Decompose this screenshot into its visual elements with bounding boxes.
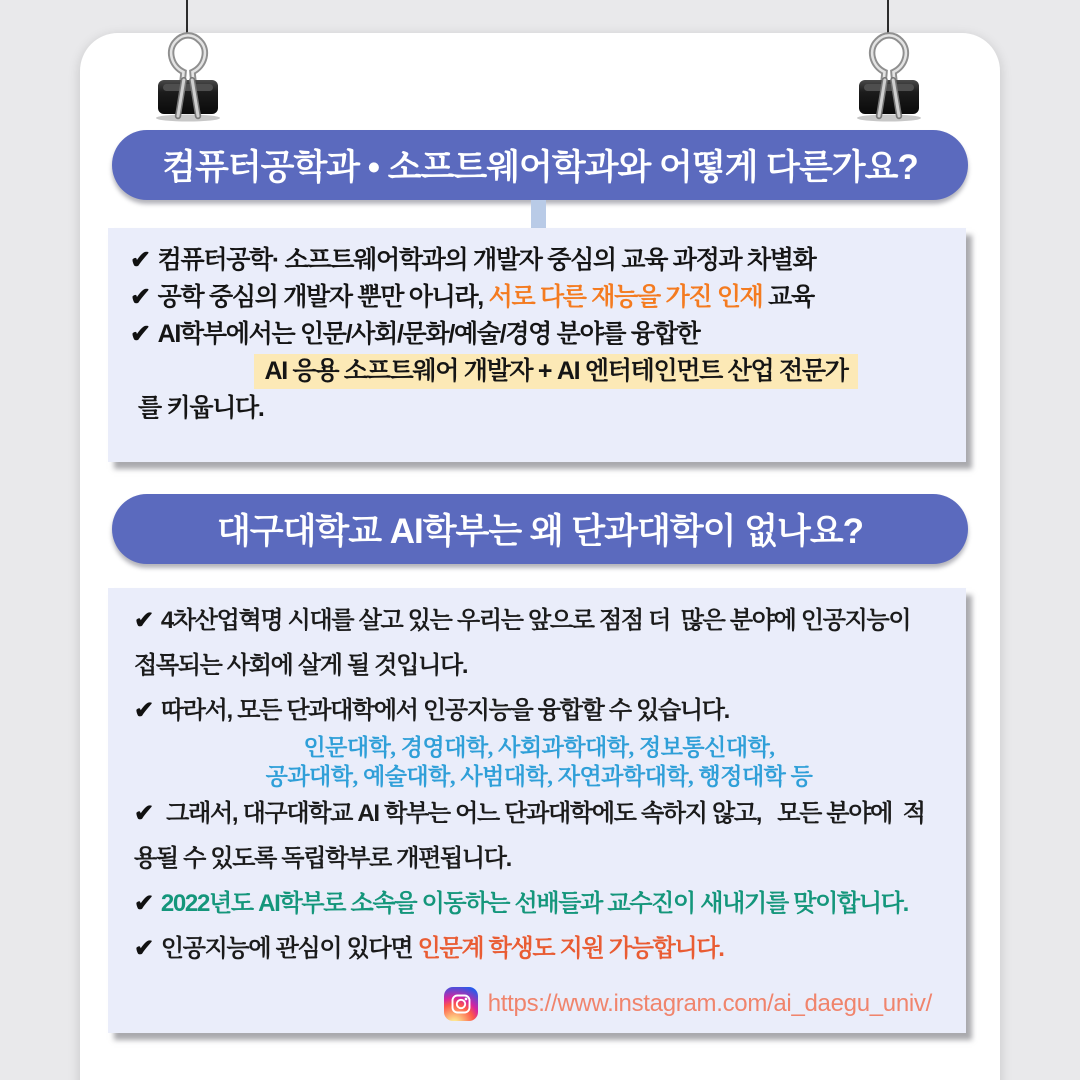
bullet-text-redorange: 인문계 학생도 지원 가능합니다. [417, 935, 724, 962]
binder-clip-icon [847, 28, 931, 122]
bullet-line [134, 688, 944, 733]
bullet-text: 그래서, 대구대학교 AI 학부는 어느 단과대학에도 속하지 않고, 모든 분야에 적 [160, 800, 925, 827]
answer-box-2 [108, 588, 966, 1033]
check-icon: ✔ [134, 890, 153, 917]
bullet-text: 4차산업혁명 시대를 살고 있는 우리는 앞으로 점점 더 많은 분야에 인공지능이 [160, 607, 911, 634]
question-header-2-text: 대구대학교 AI학부는 왜 단과대학이 없나요? [216, 512, 864, 551]
bullet-text: 따라서, 모든 단과대학에서 인공지능을 융합할 수 있습니다. [160, 697, 729, 724]
bullet-line [130, 316, 948, 353]
check-icon: ✔ [134, 697, 153, 724]
bullet-text: 교육 [762, 283, 814, 311]
check-icon: ✔ [130, 283, 150, 311]
bullet-text: AI학부에서는 인문/사회/문화/예술/경영 분야를 융합한 [157, 320, 700, 348]
instagram-link-row [444, 987, 932, 1021]
college-list-line-1: 인문대학, 경영대학, 사회과학대학, 정보통신대학, [303, 735, 775, 760]
connector-bar [531, 200, 546, 230]
highlight-line [130, 353, 948, 390]
bullet-line [134, 881, 944, 926]
bullet-text-teal: 2022년도 AI학부로 소속을 이동하는 선배들과 교수진이 새내기를 맞이합니다. [160, 890, 908, 917]
highlighted-phrase: AI 응용 소프트웨어 개발자 + AI 엔터테인먼트 산업 전문가 [254, 354, 857, 389]
bullet-line [134, 598, 944, 643]
instagram-icon [444, 987, 478, 1021]
highlight-suffix: 를 키웁니다. [138, 394, 264, 422]
question-header-2 [112, 494, 968, 564]
bullet-line [134, 643, 944, 688]
bullet-text: 용될 수 있도록 [134, 845, 282, 872]
college-list-line-2: 공과대학, 예술대학, 사범대학, 자연과학대학, 행정대학 등 [265, 764, 813, 789]
question-header-1 [112, 130, 968, 200]
binder-clip-icon [146, 28, 230, 122]
bullet-text-highlighted: 서로 다른 재능을 가진 인재 [488, 283, 763, 311]
check-icon: ✔ [134, 935, 153, 962]
bullet-text: 인공지능에 관심이 있다면 [160, 935, 418, 962]
bullet-text: 접목되는 사회에 살게 될 것입니다. [134, 652, 468, 679]
check-icon: ✔ [134, 800, 153, 827]
bullet-text: 공학 중심의 개발자 뿐만 아니라, [157, 283, 489, 311]
check-icon: ✔ [130, 320, 150, 348]
bullet-text: 컴퓨터공학· 소프트웨어학과의 개발자 중심의 교육 과정과 차별화 [157, 246, 816, 274]
instagram-link[interactable]: https://www.instagram.com/ai_daegu_univ/ [487, 990, 932, 1017]
check-icon: ✔ [130, 246, 150, 274]
answer-box-1 [108, 228, 966, 462]
bullet-line [134, 926, 944, 971]
bullet-text: 개편됩니다. [390, 845, 511, 872]
bullet-text-bold: 독립학부로 [281, 845, 391, 872]
bullet-line [134, 836, 944, 881]
question-header-1-text: 컴퓨터공학과 • 소프트웨어학과와 어떻게 다른가요? [162, 148, 918, 187]
check-icon: ✔ [134, 607, 153, 634]
bullet-line [130, 279, 948, 316]
bullet-line [134, 791, 944, 836]
bullet-line [130, 242, 948, 279]
